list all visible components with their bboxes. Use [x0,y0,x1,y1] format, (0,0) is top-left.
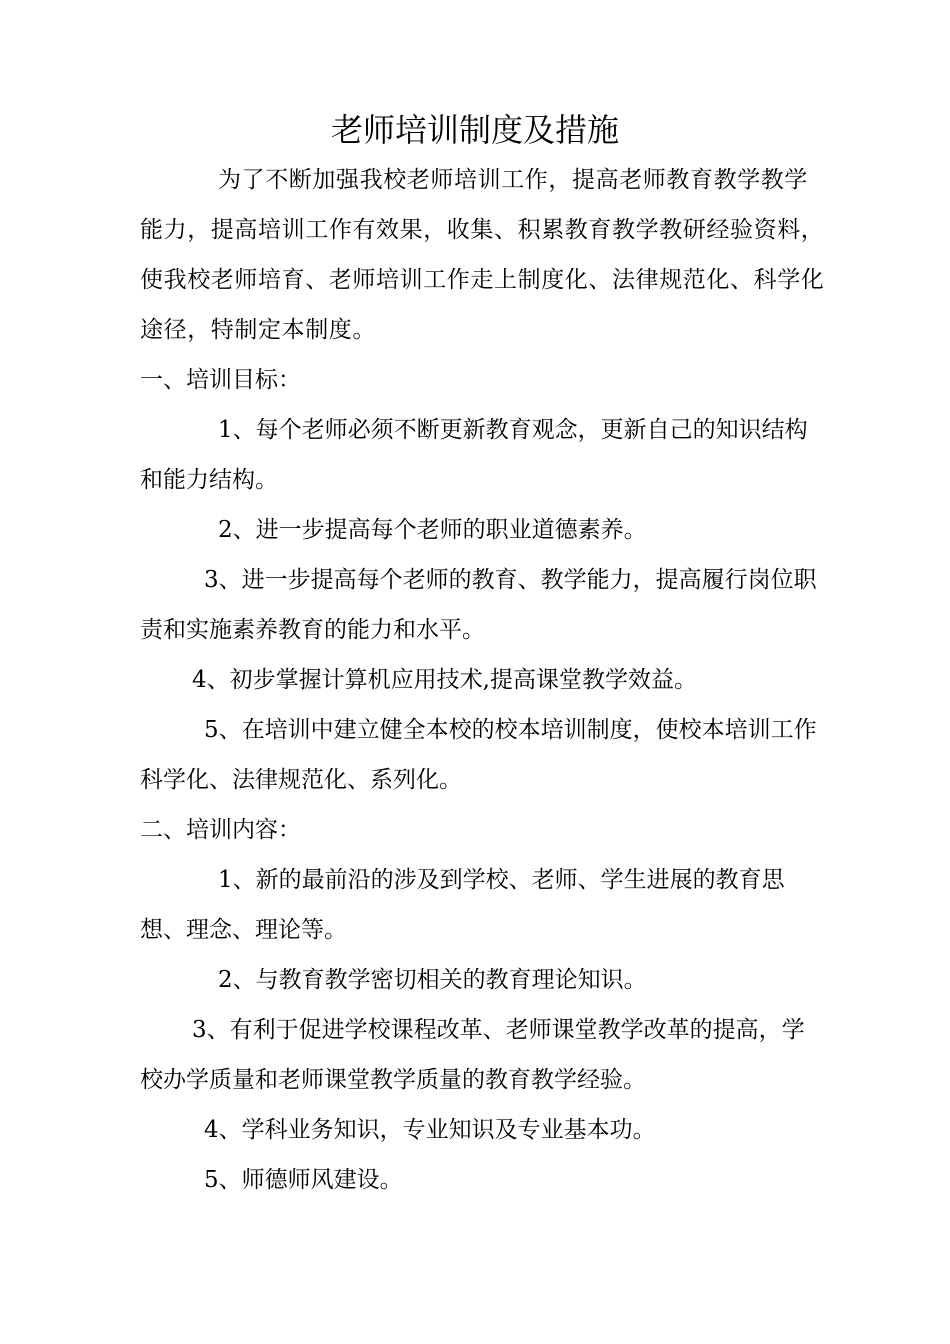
goal-item-2: 2、进一步提高每个老师的职业道德素养。 [218,517,647,543]
content-item-5: 5、师德师风建设。 [204,1167,403,1193]
document-title: 老师培训制度及措施 [330,111,619,149]
goal-item-3: 3、进一步提高每个老师的教育、教学能力，提高履行岗位职责和实施素养教育的能力和水平。 [140,567,817,643]
goal-item-5: 5、在培训中建立健全本校的校本培训制度，使校本培训工作科学化、法律规范化、系列化。 [140,717,817,793]
section-heading-content: 二、培训内容： [140,817,301,843]
goal-item-1: 1、每个老师必须不断更新教育观念，更新自己的知识结构和能力结构。 [140,417,808,493]
content-item-1: 1、新的最前沿的涉及到学校、老师、学生进展的教育思想、理念、理论等。 [140,867,785,943]
content-item-2: 2、与教育教学密切相关的教育理论知识。 [218,967,647,993]
document-body [140,155,825,1205]
section-heading-goals: 一、培训目标： [140,367,301,393]
content-item-3: 3、有利于促进学校课程改革、老师课堂教学改革的提高，学校办学质量和老师课堂教学质量的教育教学经验。 [140,1017,805,1093]
intro-paragraph: 为了不断加强我校老师培训工作，提高老师教育教学教学能力，提高培训工作有效果，收集、积累教育教学教研经验资料，使我校老师培育、老师培训工作走上制度化、法律规范化、科学化途径，特制定本制度。 [140,167,825,343]
goal-item-4: 4、初步掌握计算机应用技术,提高课堂教学效益。 [192,667,697,693]
content-item-4: 4、学科业务知识，专业知识及专业基本功。 [204,1117,656,1143]
